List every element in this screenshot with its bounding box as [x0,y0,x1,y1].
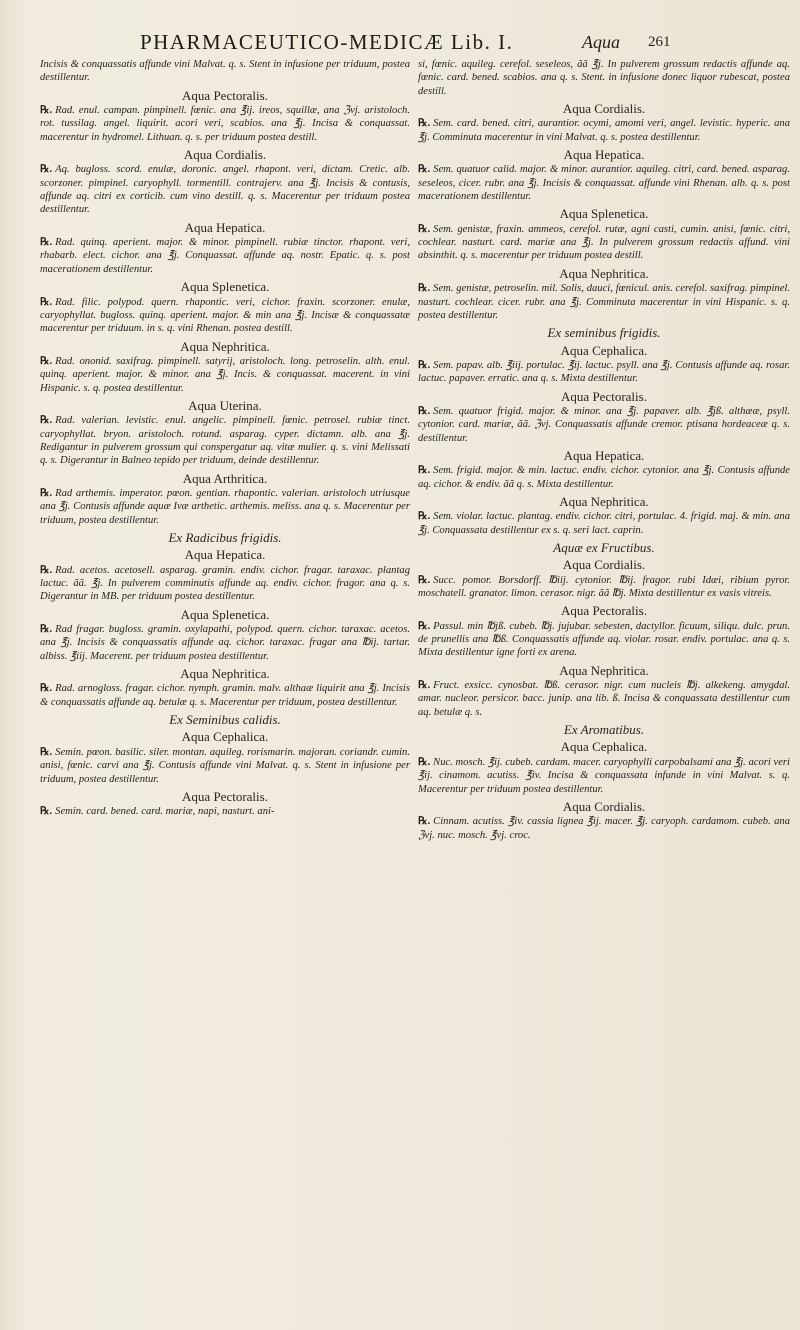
recipe-heading: Aqua Cordialis. [562,101,646,117]
recipe-paragraph [40,414,410,467]
section-heading: Aquæ ex Fructibus. [553,540,655,555]
recipe-text: Sem. card. bened. citri, aurantior. ocymi, amomi veri, angel. levistic. hyperic. ana ℥j. Comminuta macerentur in vini Malvat. q. s. postea destillentur. [418,118,790,143]
recipe-text: Aq. bugloss. scord. enulæ, doronic. angel. rhapont. veri, dictam. Cretic. alb. scorzoner. pimpinel. caryophyll. tormentill. contrajerv. ana ℥j. Incisis & contusis, affunde aq. citri ex corticib. cum vino destill. q. s. Macerentur per triduum postea destillentur. [40,164,410,216]
recipe-paragraph [40,682,410,709]
recipe-text: Passul. min ℔jß. cubeb. ℔j. jujubar. sebesten, dactyllor. ficuum, siliqu. dulc. prun. de prunellis ana ℔ß. Conquassatis affunde aq. violar. rosar. endiv. portulac. ana q. s. Mixta destillentur igne forti ex arena. [418,620,790,659]
recipe-heading: Aqua Cephalica. [181,729,269,745]
recipe-symbol-icon: ℞. [40,806,53,818]
recipe-heading: Aqua Hepatica. [563,147,645,163]
recipe-paragraph [418,510,790,537]
recipe-symbol-icon: ℞. [418,283,431,295]
recipe-heading: Aqua Cordialis. [562,798,646,814]
right-column [418,58,790,846]
recipe-heading: Aqua Cordialis. [183,147,267,163]
recipe-heading: Aqua Hepatica. [184,547,266,563]
recipe-heading: Aqua Arthritica. [182,470,268,486]
recipe-text: Sem. genistæ, fraxin. ammeos, cerefol. rutæ, agni casti, cumin. anisi, fœnic. citri, cochlear. nasturt. card. mariæ ana ℥j. In pulverem grossum redactis affund. vini absinthit. q. s. macerentur per triduum postea destill. [418,223,790,262]
recipe-symbol-icon: ℞. [418,511,431,523]
section-heading: Ex Seminibus calidis. [169,712,281,728]
recipe-paragraph [40,104,410,144]
recipe-heading: Aqua Cephalica. [560,342,648,358]
recipe-paragraph [418,405,790,445]
recipe-symbol-icon: ℞. [40,564,53,576]
recipe-paragraph [418,282,790,322]
recipe-text: Rad. quinq. aperient. major. & minor. pimpinell. rubiæ tinctor. rhapont. veri, rhabarb. elect. cichor. ana ℥j. Conquassat. affunde aq. nostr. Epatic. q. s. post macerationem destillentur. [40,237,410,275]
recipe-text: Rad fragar. bugloss. gramin. oxylapathi, polypod. quern. cichor. taraxac. acetos. ana ℥j. Incisis & conquassatis affunde aq. cichor. taraxac. fragar ana ℔ij. tartar. albiss. ℥iij. Macerent. per triduum postea destillentur. [40,624,410,662]
recipe-text: Semin. card. bened. card. mariæ, napi, nasturt. ani- [55,806,275,818]
recipe-text: Rad. arnogloss. fragar. cichor. nymph. gramin. malv. althaæ liquirit ana ℥j. Incisis & conquassatis affunde aq. betulæ q. s. Macerentur per triduum, postea destillentur. [40,683,410,708]
recipe-paragraph [418,815,790,842]
recipe-text: Sem. quatuor frigid. major. & minor. ana ℥j. papaver. alb. ℥jß. althææ, psyll. cytonior. card. mariæ, ãã. ℨvj. Conquassatis affunde cremor. ptisana hordeaceæ q. s. destillentur. [418,405,790,444]
recipe-paragraph [40,805,410,818]
recipe-text: Rad. enul. campan. pimpinell. fœnic. ana ℥ij. ireos, squillæ, ana ℨvj. aristoloch. rot. tussilag. angel. liquirit. acori veri, scabios. ana ℥j. Incisa & conquassat. macerentur in hydromel. Lithuan. q. s. per triduum postea destill. [40,105,410,143]
recipe-heading: Aqua Uterina. [188,397,262,413]
recipe-text: Rad. valerian. levistic. enul. angelic. pimpinell. fœnic. petrosel. rubiæ tinct. caryophyllat. bryon. aristoloch. rotund. asparag. cyper. dictamn. alb. ana ℥j. Redigantur in pulverem grossum qui conspergatur aq. vitæ mulier. q. s. vini Melissati q. s. Digerantur in Balneo tepido per triduum, deinde destillentur. [40,415,410,467]
recipe-symbol-icon: ℞. [418,756,431,768]
recipe-paragraph [418,679,790,719]
section-mark: Aqua [582,32,620,52]
recipe-heading: Aqua Pectoralis. [182,87,268,103]
recipe-text: Sem. violar. lactuc. plantag. endiv. cichor. citri, portulac. 4. frigid. maj. & min. ana ℥j. Conquassata destillentur ex s. q. seri lact. caprin. [418,511,790,536]
recipe-heading: Aqua Splenetica. [180,606,270,622]
recipe-symbol-icon: ℞. [40,487,53,499]
recipe-symbol-icon: ℞. [40,624,53,636]
recipe-symbol-icon: ℞. [418,223,431,235]
recipe-paragraph [40,58,410,85]
recipe-paragraph [418,223,790,263]
recipe-heading: Aqua Cordialis. [562,557,646,573]
recipe-symbol-icon: ℞. [40,164,53,176]
recipe-symbol-icon: ℞. [418,816,431,828]
recipe-paragraph [40,163,410,216]
recipe-symbol-icon: ℞. [418,359,431,371]
recipe-paragraph [418,58,790,98]
recipe-paragraph [418,756,790,796]
recipe-paragraph [418,163,790,203]
recipe-symbol-icon: ℞. [40,746,53,758]
recipe-paragraph [40,355,410,395]
recipe-text: si, fœnic. aquileg. cerefol. seseleos, ãã ℥j. In pulverem grossum redactis affunde aq. fœnic. card. bened. scabios. ana q. s. Stent. in infusione donec liquor rubescat, postea destill. [418,59,790,97]
recipe-text: Succ. pomor. Borsdorff. ℔iij. cytonior. ℔ij. fragor. rubi Idæi, ribium pyror. moschatell. granator. limon. cerasor. nigr. ãã ℔j. Mixta destillentur ex vasis vitreis. [418,574,790,600]
recipe-text: Rad. acetos. acetosell. asparag. gramin. endiv. cichor. fragar. taraxac. plantag lactuc. ãã. ℥j. In pulverem comminutis affunde aq. endiv. cichor. fragor. ana q. s. Digerantur in MB. per triduum postea destillentur. [40,564,410,603]
recipe-heading: Aqua Pectoralis. [182,788,268,804]
recipe-paragraph [418,117,790,144]
recipe-text: Incisis & conquassatis affunde vini Malvat. q. s. Stent in infusione per triduum, postea destillentur. [40,59,410,84]
recipe-heading: Aqua Nephritica. [559,662,649,678]
section-heading: Ex seminibus frigidis. [547,325,661,341]
recipe-heading: Aqua Splenetica. [180,279,270,295]
recipe-text: Nuc. mosch. ℥ij. cubeb. cardam. macer. caryophylli carpobalsami ana ℥j. acori veri ℥ij. cinamom. acutiss. ℥iv. Incisa & conquassata infunde in vini Malvat. s. q. Macerentur per triduum postea destillentur. [418,756,790,795]
recipe-text: Cinnam. acutiss. ℥iv. cassia lignea ℥ij. macer. ℥j. caryoph. cardamom. cubeb. ana ℨvj. nuc. mosch. ℥vj. croc. [418,816,790,841]
left-column [40,58,410,823]
recipe-paragraph [40,564,410,604]
recipe-symbol-icon: ℞. [418,574,431,586]
recipe-heading: Aqua Splenetica. [559,206,649,222]
recipe-text: Rad. ononid. saxifrag. pimpinell. satyrij, aristoloch. long. petroselin. alth. enul. quinq. aperient. major. & minor. ana ℥j. Incis. & conquassat. macerent. in vini Hispanic. s. q. postea destillentur. [40,355,410,394]
recipe-paragraph [418,464,790,491]
recipe-paragraph [40,296,410,336]
recipe-symbol-icon: ℞. [40,105,53,117]
recipe-text: Semin. pœon. basilic. siler. montan. aquileg. rorismarin. majoran. coriandr. cumin. anisi, fœnic. carvi ana ℥j. Contusis affunde vini Malvat. q. s. Stent in infusione per triduum, postea destillentur. [40,746,410,785]
recipe-symbol-icon: ℞. [40,237,53,249]
recipe-symbol-icon: ℞. [40,683,53,695]
recipe-text: Fruct. exsicc. cynosbat. ℔ß. cerasor. nigr. cum nucleis ℔j. alkekeng. amygdal. amar. nucleor. persicor. bacc. junip. ana lib. ß. Incisa & conquassata destillentur cum aq. betulæ q. s. [418,680,790,718]
recipe-symbol-icon: ℞. [418,465,431,477]
recipe-symbol-icon: ℞. [40,296,53,308]
section-heading: Ex Radicibus frigidis. [168,530,282,545]
page-number: 261 [648,34,671,50]
recipe-heading: Aqua Nephritica. [180,338,270,354]
recipe-symbol-icon: ℞. [418,680,431,692]
recipe-paragraph [418,359,790,386]
section-heading: Ex Aromatibus. [563,722,645,738]
recipe-heading: Aqua Nephritica. [559,493,649,509]
recipe-symbol-icon: ℞. [418,118,431,130]
recipe-heading: Aqua Hepatica. [184,219,266,235]
recipe-heading: Aqua Hepatica. [563,447,645,463]
recipe-heading: Aqua Nephritica. [180,666,270,682]
recipe-text: Rad. filic. polypod. quern. rhapontic. veri, cichor. fraxin. scorzoner. enulæ, caryophyllat. bugloss. quinq. aperient. major. & min ana ℥j. Incisæ & conquassatæ macerentur per triduum. in s. q. vini Rhenan. postea destill. [40,296,410,335]
recipe-text: Sem. quatuor calid. major. & minor. aurantior. aquileg. citri, card. bened. asparag. seseleos, cicer. rubr. ana ℥j. Incisis & conquassat. affunde vini Rhenan. alb. q. s. post macerationem destillentur. [418,164,790,203]
recipe-paragraph [40,746,410,786]
recipe-paragraph [418,574,790,601]
recipe-symbol-icon: ℞. [40,355,53,367]
running-title: PHARMACEUTICO-MEDICÆ Lib. I. [140,30,514,54]
recipe-paragraph [40,487,410,527]
recipe-text: Sem. papav. alb. ℥iij. portulac. ℥ij. lactuc. psyll. ana ℥j. Contusis affunde aq. rosar. lactuc. papaver. erratic. ana q. s. Mixta destillentur. [418,359,790,385]
recipe-paragraph [40,236,410,276]
page-header [140,30,790,56]
recipe-heading: Aqua Cephalica. [560,739,648,755]
recipe-text: Sem. frigid. major. & min. lactuc. endiv. cichor. cytonior. ana ℥j. Contusis affunde aq. cichor. & endiv. ãã q. s. Mixta destillentur. [418,465,790,490]
recipe-heading: Aqua Pectoralis. [561,603,647,619]
recipe-text: Sem. genistæ, petroselin. mil. Solis, dauci, fœnicul. anis. cerefol. saxifrag. pimpinel. nasturt. cochlear. cicer. rubr. ana ℥j. Comminuta macerentur in vini Hispanic. s. q. postea destillentur. [418,283,790,321]
recipe-text: Rad arthemis. imperator. pœon. gentian. rhapontic. valerian. aristoloch utriusque ana ℥j. Contusis affunde aquæ Ivæ arthetic. arthemis. meliss. ana q. s. Macerentur per triduum, postea destillentur. [40,487,410,526]
recipe-paragraph [40,623,410,663]
recipe-symbol-icon: ℞. [418,405,431,417]
recipe-heading: Aqua Pectoralis. [561,388,647,404]
recipe-paragraph [418,620,790,660]
recipe-heading: Aqua Nephritica. [559,265,649,281]
recipe-symbol-icon: ℞. [418,164,431,176]
recipe-symbol-icon: ℞. [40,415,53,427]
recipe-symbol-icon: ℞. [418,620,431,632]
